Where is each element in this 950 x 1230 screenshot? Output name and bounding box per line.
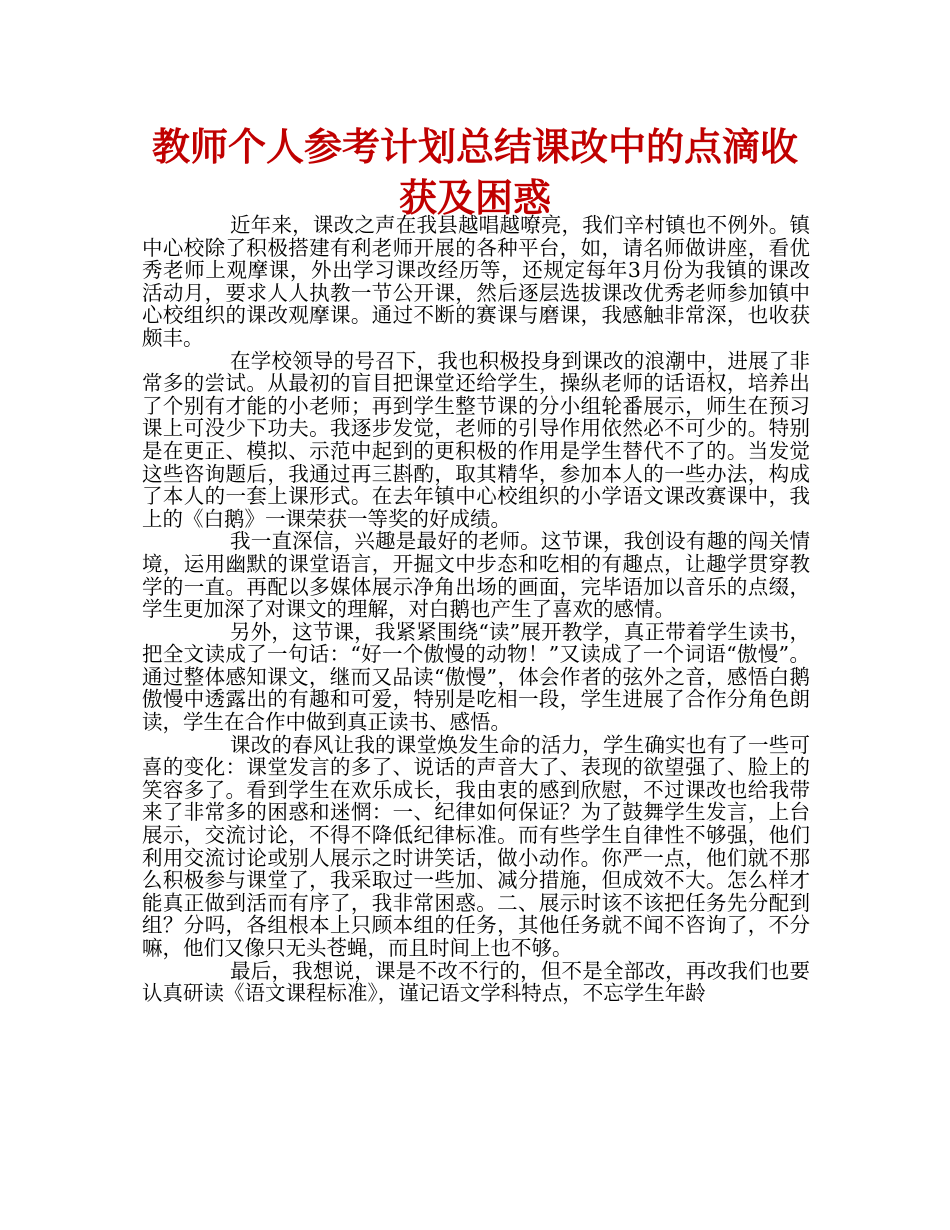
paragraph-6: 最后，我想说，课是不改不行的，但不是全部改，再改我们也要认真研读《语文课程标准》，谨记语文学科特点，不忘学生年龄: [142, 958, 810, 1006]
paragraph-4: 另外，这节课，我紧紧围绕“读”展开教学，真正带着学生读书，把全文读成了一句话：“好一个傲慢的动物！”又读成了一个词语“傲慢”。通过整体感知课文，继而又品读“傲慢”，体会作者的弦外之音，感悟白鹅傲慢中透露出的有趣和可爱，特别是吃相一段，学生进展了合作分角色朗读，学生在合作中做到真正读书、感悟。: [142, 619, 810, 735]
paragraph-5: 课改的春风让我的课堂焕发生命的活力，学生确实也有了一些可喜的变化：课堂发言的多了、说话的声音大了、表现的欲望强了、脸上的笑容多了。看到学生在欢乐成长，我由衷的感到欣慰，不过课改也给我带来了非常多的困惑和迷惘：一、纪律如何保证？为了鼓舞学生发言，上台展示，交流讨论，不得不降低纪律标准。而有些学生自律性不够强，他们利用交流讨论或别人展示之时讲笑话，做小动作。你严一点，他们就不那么积极参与课堂了，我采取过一些加、减分措施，但成效不大。怎么样才能真正做到活而有序了，我非常困惑。二、展示时该不该把任务先分配到组？分吗，各组根本上只顾本组的任务，其他任务就不闻不咨询了，不分嘛，他们又像只无头苍蝇，而且时间上也不够。: [142, 732, 810, 960]
paragraph-2: 在学校领导的号召下，我也积极投身到课改的浪潮中，进展了非常多的尝试。从最初的盲目把课堂还给学生，操纵老师的话语权，培养出了个别有才能的小老师；再到学生整节课的分小组轮番展示，师生在预习课上可没少下功夫。我逐步发觉，老师的引导作用依然必不可少的。特别是在更正、模拟、示范中起到的更积极的作用是学生替代不了的。当发觉这些咨询题后，我通过再三斟酌，取其精华，参加本人的一些办法，构成了本人的一套上课形式。在去年镇中心校组织的小学语文课改赛课中，我上的《白鹅》一课荣获一等奖的好成绩。: [142, 348, 810, 531]
document-body: [142, 214, 810, 1005]
paragraph-3: 我一直深信，兴趣是最好的老师。这节课，我创设有趣的闯关情境，运用幽默的课堂语言，开掘文中步态和吃相的有趣点，让趣学贯穿教学的一直。再配以多媒体展示净角出场的画面，完毕语加以音乐的点缀，学生更加深了对课文的理解，对白鹅也产生了喜欢的感情。: [142, 529, 810, 622]
paragraph-1: 近年来，课改之声在我县越唱越嘹亮，我们辛村镇也不例外。镇中心校除了积极搭建有利老师开展的各种平台，如，请名师做讲座，看优秀老师上观摩课，外出学习课改经历等，还规定每年3月份为我镇的课改活动月，要求人人执教一节公开课，然后逐层选拔课改优秀老师参加镇中心校组织的课改观摩课。通过不断的赛课与磨课，我感触非常深，也收获颇丰。: [142, 213, 810, 350]
document-title: 教师个人参考计划总结课改中的点滴收获及困惑: [151, 125, 798, 220]
